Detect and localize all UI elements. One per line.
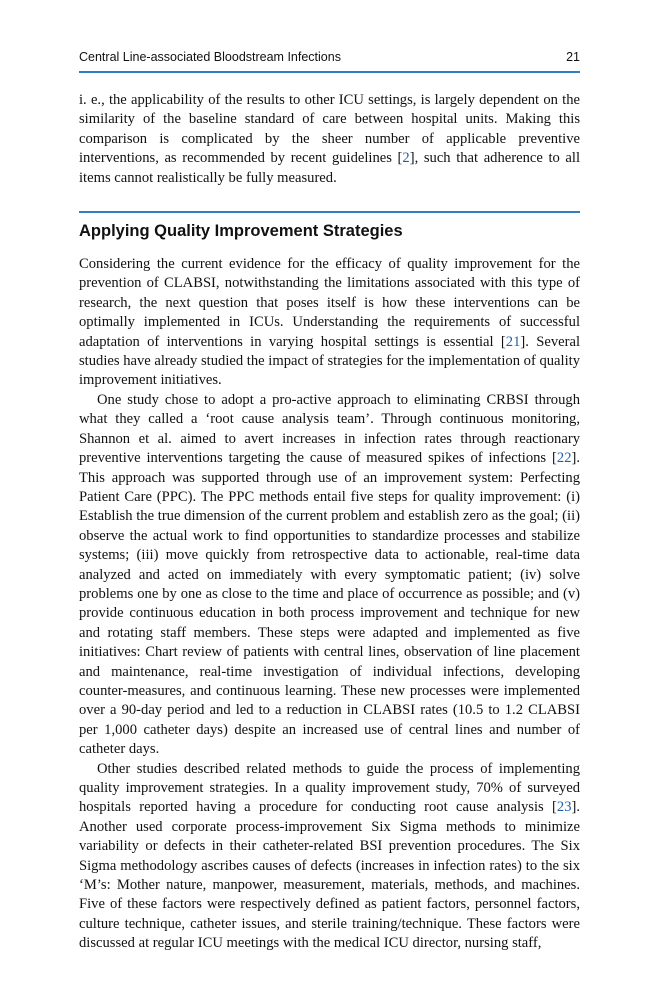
citation-link-23[interactable]: 23 — [556, 799, 572, 816]
citation-link-2[interactable]: 2 — [402, 150, 410, 167]
header-rule — [79, 71, 580, 73]
page-number: 21 — [566, 50, 580, 64]
paragraph — [79, 391, 580, 760]
intro-paragraph — [79, 91, 580, 188]
paragraph-text: ]. This approach was supported through use of an improvement system: Perfecting Patient Care (PPC). The PPC methods entail five steps for quality improvement: (i) Establish the true dimension of the current problem and establish zero as the goal; (ii) observe the actual work to find opportunities to standardize processes and stabilize systems; (iii) move quickly from retrospective data to actionable, real-time data analyzed and acted on immediately with every symptomatic patient; (iv) solve problems one by one as close to the time and place of occurrence as possible; and (v) provide continuous education in both process improvement and technique for new and rotating staff members. These steps were adapted and implemented as five initiatives: Chart review of patients with central lines, observation of line placement and maintenance, real-time investigation of individual infections, developing counter-measures, and continuous learning. These new processes were implemented over a 90-day period and led to a reduction in CLABSI rates (10.5 to 1.2 CLABSI per 1,000 catheter days) despite an increased use of central lines and number of catheter days. — [79, 450, 580, 758]
paragraph — [79, 760, 580, 954]
paragraph — [79, 255, 580, 391]
running-head — [79, 50, 580, 68]
running-head-title: Central Line-associated Bloodstream Infections — [79, 50, 341, 64]
intro-text-before: i. e., the applicability of the results to other ICU settings, is largely dependent on the similarity of the baseline standard of care between hospital units. Making this comparison is complicated by the sheer number of applicable preventive interventions, as recommended by recent guidelines [ — [79, 92, 580, 167]
section-rule — [79, 211, 580, 213]
paragraph-text: ]. Several studies have already studied the impact of strategies for the implementation of quality improvement initiatives. — [79, 333, 580, 389]
section-quality-improvement — [79, 211, 580, 954]
paragraph-text: Considering the current evidence for the efficacy of quality improvement for the prevention of CLABSI, notwithstanding the limitations associated with this type of research, the next question that poses itself is how these interventions can be optimally implemented in ICUs. Understanding the requirements of successful adaptation of interventions in varying hospital settings is essential [ — [79, 256, 580, 350]
section-body — [79, 255, 580, 954]
paragraph-text: One study chose to adopt a pro-active approach to eliminating CRBSI through what they called a ‘root cause analysis team’. Through continuous monitoring, Shannon et al. aimed to avert increases in infection rates through reactionary preventive interventions targeting the cause of measured spikes of infections [ — [79, 391, 580, 467]
intro-text-after: ], such that adherence to all items cannot realistically be fully measured. — [79, 150, 580, 186]
citation-link-22[interactable]: 22 — [556, 450, 572, 467]
section-heading: Applying Quality Improvement Strategies — [79, 222, 403, 241]
book-page — [79, 50, 580, 954]
citation-link-21[interactable]: 21 — [505, 333, 521, 350]
paragraph-text: ]. Another used corporate process-improvement Six Sigma methods to minimize variability or defects in their catheter-related BSI prevention procedures. The Six Sigma methodology ascribes causes of defects (increases in infection rates) to the six ‘M’s: Mother nature, manpower, measurement, materials, methods, and machines. Five of these factors were respectively defined as patient factors, personnel factors, culture technique, catheter issues, and sterile training/technique. These factors were discussed at regular ICU meetings with the medical ICU director, nursing staff, — [79, 799, 580, 952]
paragraph-text: Other studies described related methods to guide the process of implementing quality improvement strategies. In a quality improvement study, 70% of surveyed hospitals reported having a procedure for conducting root cause analysis [ — [79, 760, 580, 816]
